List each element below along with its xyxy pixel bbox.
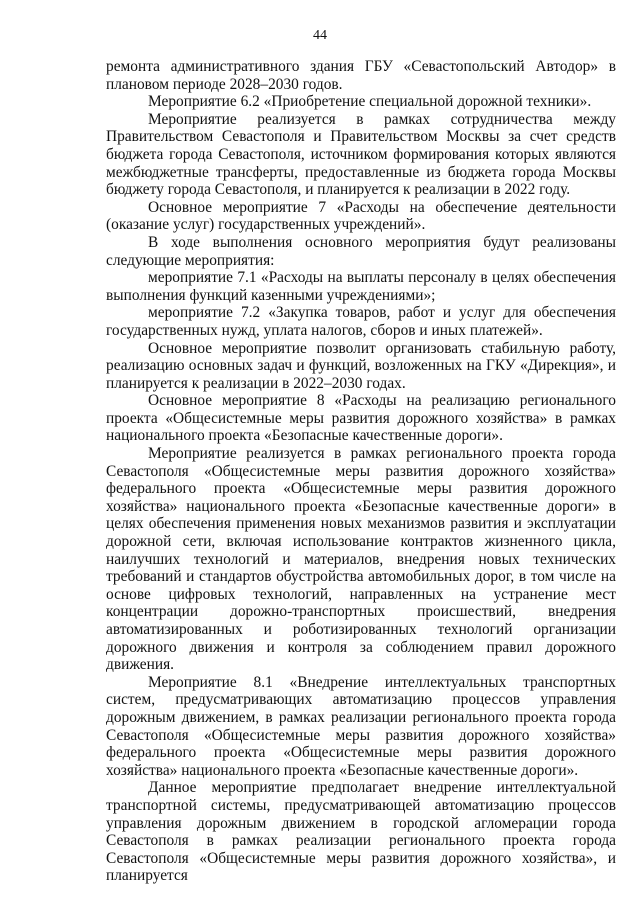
paragraph-continuation: ремонта административного здания ГБУ «Севастопольский Автодор» в плановом периоде 2028–2030 годов. [106,58,616,93]
paragraph-measure-8-1: Мероприятие 8.1 «Внедрение интеллектуальных транспортных систем, предусматривающих автоматизацию процессов управления дорожным движением, в рамках реализации регионального проекта города Севастополя «Общесистемные меры развития дорожного хозяйства» федерального проекта «Общесистемные меры развития дорожного хозяйства» национального проекта «Безопасные качественные дороги». [106,673,616,779]
paragraph-measure-8-1-details: Данное мероприятие предполагает внедрение интеллектуальной транспортной системы, предусматривающей автоматизацию процессов управления дорожным движением в городской агломерации города Севастополя в рамках реализации регионального проекта города Севастополя «Общесистемные меры развития дорожного хозяйства», и планируется [106,779,616,885]
paragraph-measure-6-2-details: Мероприятие реализуется в рамках сотрудничества между Правительством Севастополя и Правительством Москвы за счет средств бюджета города Севастополя, источником формирования которых являются межбюджетные трансферты, предоставленные из бюджета города Москвы бюджету города Севастополя, и планируется к реализации в 2022 году. [106,110,616,199]
paragraph-measure-6-2: Мероприятие 6.2 «Приобретение специальной дорожной техники». [148,93,592,111]
paragraph-main-measure-7: Основное мероприятие 7 «Расходы на обеспечение деятельности (оказание услуг) государственных учреждений». [106,198,616,234]
paragraph-measure-7-1: мероприятие 7.1 «Расходы на выплаты персоналу в целях обеспечения выполнения функций казенными учреждениями»; [106,269,616,304]
paragraph-main-measure-8: Основное мероприятие 8 «Расходы на реализацию регионального проекта «Общесистемные меры развития дорожного хозяйства» в рамках национального проекта «Безопасные качественные дороги». [106,392,616,445]
document-body [106,58,616,885]
paragraph-main-measure-7-result: Основное мероприятие позволит организовать стабильную работу, реализацию основных задач и функций, возложенных на ГКУ «Дирекция», и планируется к реализации в 2022–2030 годах. [106,339,616,392]
paragraph-measure-7-2: мероприятие 7.2 «Закупка товаров, работ и услуг для обеспечения государственных нужд, уплата налогов, сборов и иных платежей». [106,304,616,339]
paragraph-measures-intro: В ходе выполнения основного мероприятия будут реализованы следующие мероприятия: [106,233,616,269]
page-number: 44 [313,28,327,43]
paragraph-measure-8-details: Мероприятие реализуется в рамках регионального проекта города Севастополя «Общесистемные меры развития дорожного хозяйства» федерального проекта «Общесистемные меры развития дорожного хозяйства» национального проекта «Безопасные качественные дороги» в целях обеспечения применения новых механизмов развития и эксплуатации дорожной сети, включая использование контрактов жизненного цикла, наилучших технологий и материалов, внедрения новых технических требований и стандартов обустройства автомобильных дорог, в том числе на основе цифровых технологий, направленных на устранение мест концентрации дорожно-транспортных происшествий, внедрения автоматизированных и роботизированных технологий организации дорожного движения и контроля за соблюдением правил дорожного движения. [106,445,616,674]
